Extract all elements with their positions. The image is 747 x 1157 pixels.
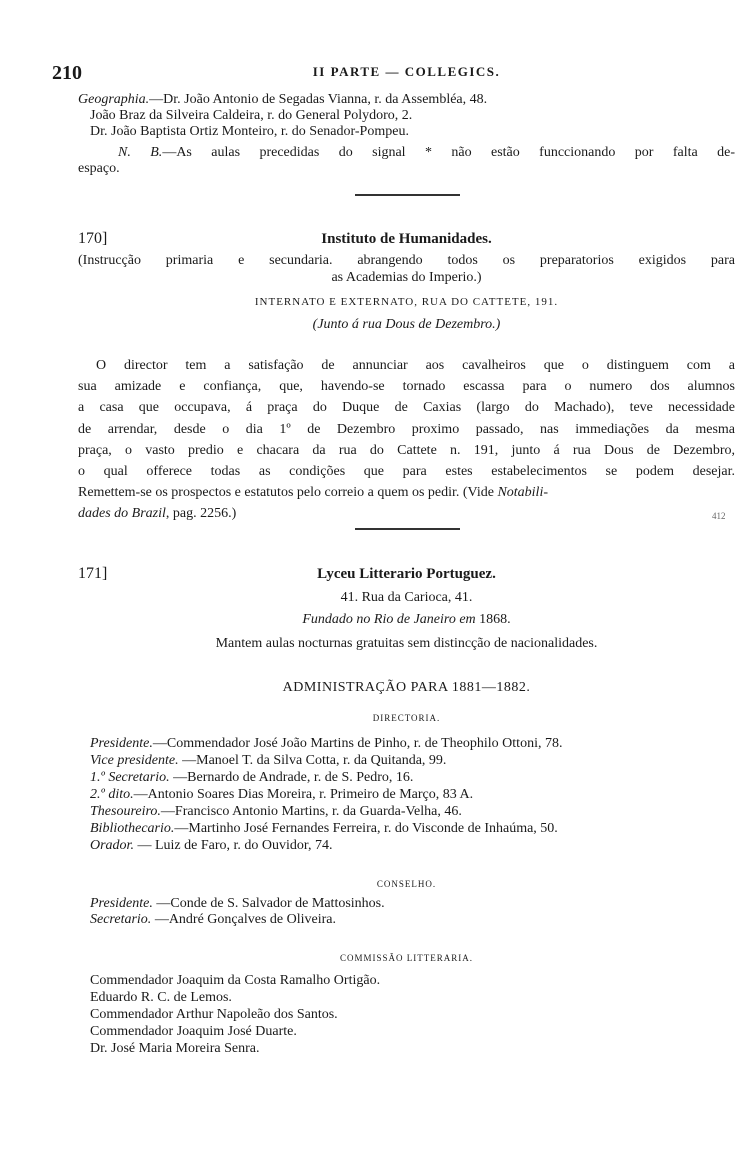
entry-number: 171] [78, 565, 108, 582]
note [118, 145, 735, 161]
role-label: Vice presidente. [90, 753, 179, 768]
entry-address-note: (Junto á rua Dous de Dezembro.) [312, 317, 501, 332]
entry-title: Lyceu Litterario Portuguez. [317, 566, 496, 582]
member-text: —Antonio Soares Dias Moreira, r. Primeiro de Março, 83 A. [133, 787, 474, 802]
list-item [78, 92, 487, 108]
paragraph-text: Remettem-se os prospectos e estatutos pelo correio a quem os pedir. (Vide [78, 485, 494, 500]
list-item [90, 912, 336, 928]
paragraph-line: de arrendar, desde o dia 1º de Dezembro proximo passado, nas immediações da mesma [78, 422, 735, 437]
subject-label: Geographia. [78, 92, 150, 107]
role-label: 1.º Secretario. [90, 770, 170, 785]
list-item [90, 838, 333, 854]
founded-text: Fundado no Rio de Janeiro em [302, 612, 476, 627]
paragraph-line [78, 506, 236, 522]
admin-heading: ADMINISTRAÇÃO PARA 1881—1882. [282, 680, 531, 695]
member-text: —Bernardo de Andrade, r. de S. Pedro, 16. [169, 770, 414, 785]
member-text: —Martinho José Fernandes Ferreira, r. do Visconde de Inhaúma, 50. [174, 821, 558, 836]
note-continuation: espaço. [78, 161, 120, 176]
entry-address: INTERNATO E EXTERNATO, RUA DO CATTETE, 191. [254, 296, 559, 308]
note-text: —As aulas precedidas do signal * não estão funccionando por falta de- [162, 145, 736, 160]
list-item: Commendador Joaquim José Duarte. [90, 1024, 297, 1039]
role-label: Bibliothecario. [90, 821, 175, 836]
list-item [90, 753, 446, 769]
list-item [90, 787, 473, 803]
entry-founded [78, 612, 735, 628]
role-label: 2.º dito. [90, 787, 134, 802]
member-text: — Luiz de Faro, r. do Ouvidor, 74. [133, 838, 333, 853]
entry-number: 170] [78, 230, 108, 247]
list-item [90, 770, 413, 786]
role-label: Orador. [90, 838, 134, 853]
paragraph-line: praça, o vasto predio e chacara da rua do Cattete n. 191, junto á rua Dous de Dezembro, [78, 443, 735, 458]
reference-italic: dades do Brazil [78, 506, 166, 521]
margin-mark: 412 [712, 511, 726, 521]
divider [355, 194, 460, 196]
divider [355, 528, 460, 530]
member-text: —Commendador José João Martins de Pinho, r. de Theophilo Ottoni, 78. [152, 736, 563, 751]
conselho-heading: CONSELHO. [376, 879, 437, 889]
list-item [90, 736, 562, 752]
list-item: Commendador Joaquim da Costa Ramalho Ortigão. [90, 973, 381, 988]
list-item [90, 896, 385, 912]
member-text: —André Gonçalves de Oliveira. [151, 912, 336, 927]
entry-address: 41. Rua da Carioca, 41. [340, 590, 473, 605]
entry-subtitle-cont: as Academias do Imperio.) [331, 270, 482, 285]
commissao-heading: COMMISSÃO LITTERARIA. [339, 953, 473, 963]
role-label: Thesoureiro. [90, 804, 161, 819]
list-item: Dr. José Maria Moreira Senra. [90, 1041, 260, 1056]
member-text: —Conde de S. Salvador de Mattosinhos. [152, 896, 385, 911]
role-label: Presidente. [90, 896, 153, 911]
role-label: Presidente. [90, 736, 153, 751]
reference-tail: , pag. 2256.) [165, 506, 237, 521]
paragraph-line: O director tem a satisfação de annunciar aos cavalheiros que o distinguem com a [96, 358, 735, 373]
reference-italic: Notabili- [497, 485, 548, 500]
role-label: Secretario. [90, 912, 152, 927]
running-title: II PARTE — COLLEGICS. [312, 64, 501, 79]
list-item: Commendador Arthur Napoleão dos Santos. [90, 1007, 338, 1022]
entry-subtitle: (Instrucção primaria e secundaria. abrangendo todos os preparatorios exigidos para [78, 253, 735, 268]
page-number: 210 [52, 62, 82, 84]
list-item: Dr. João Baptista Ortiz Monteiro, r. do Senador-Pompeu. [90, 124, 409, 139]
list-item [90, 821, 558, 837]
member-text: —Manoel T. da Silva Cotta, r. da Quitanda, 99. [178, 753, 447, 768]
entry-description: Mantem aulas nocturnas gratuitas sem distincção de nacionalidades. [215, 636, 598, 651]
entry-title: Instituto de Humanidades. [321, 231, 492, 247]
paragraph-line: o qual offerece todas as condições que para estes estabelecimentos se podem desejar. [78, 464, 735, 479]
paragraph-line [78, 485, 735, 501]
entry-text: —Dr. João Antonio de Segadas Vianna, r. da Assembléa, 48. [149, 92, 488, 107]
list-item: João Braz da Silveira Caldeira, r. do General Polydoro, 2. [90, 108, 413, 123]
member-text: —Francisco Antonio Martins, r. da Guarda-Velha, 46. [160, 804, 462, 819]
list-item: Eduardo R. C. de Lemos. [90, 990, 232, 1005]
list-item [90, 804, 462, 820]
paragraph-line: sua amizade e confiança, que, havendo-se tornado escassa para o numero dos alumnos [78, 379, 735, 394]
note-label: N. B. [118, 145, 163, 160]
directoria-heading: DIRECTORIA. [372, 713, 441, 723]
paragraph-line: a casa que occupava, á praça do Duque de Caxias (largo do Machado), teve necessidade [78, 400, 735, 415]
founded-year: 1868. [479, 612, 511, 627]
